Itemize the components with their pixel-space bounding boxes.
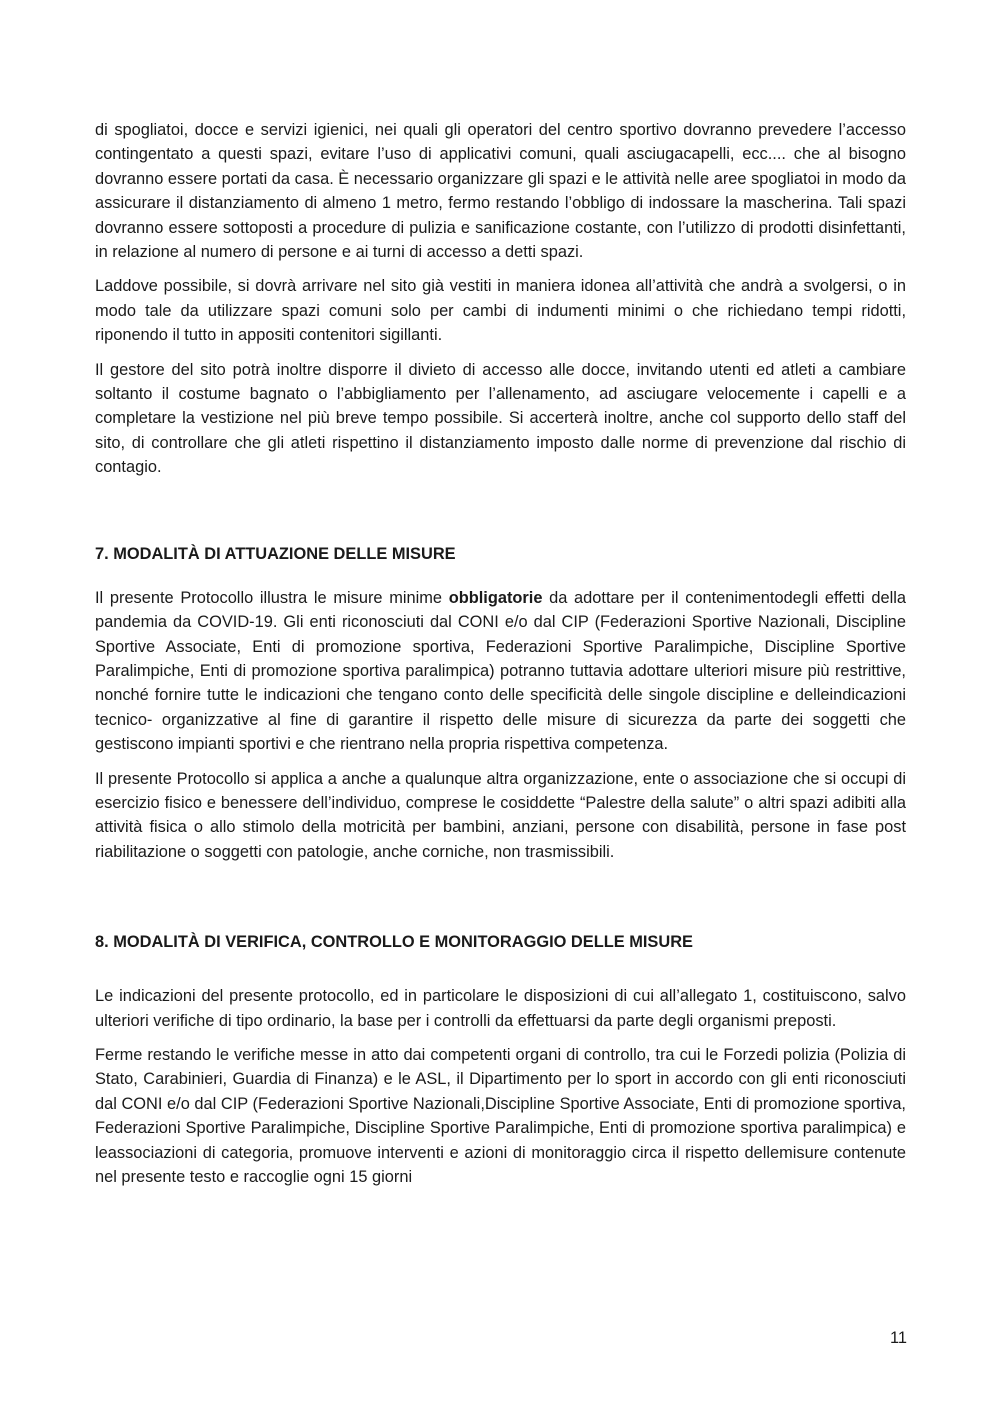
section-spacer [95, 874, 906, 930]
intro-paragraph-1: di spogliatoi, docce e servizi igienici, nei quali gli operatori del centro sportivo dovranno prevedere l’accesso contingentato a questi spazi, evitare l’uso di applicativi comuni, quali asciugacapelli, ecc.... che al bisogno dovranno essere portati da casa. È necessario organizzare gli spazi e le attività nelle aree spogliatoi in modo da assicurare il distanziamento di almeno 1 metro, fermo restando l’obbligo di indossare la mascherina. Tali spazi dovranno essere sottoposti a procedure di pulizia e sanificazione costante, con l’utilizzo di prodotti disinfettanti, in relazione al numero di persone e ai turni di accesso a detti spazi. [95, 121, 906, 262]
intro-paragraph-3: Il gestore del sito potrà inoltre disporre il divieto di accesso alle docce, invitando utenti ed atleti a cambiare soltanto il costume bagnato o l’abbigliamento per l’allenamento, ad asciugare velocemente i capelli e a completare la vestizione nel più breve tempo possibile. Si accerterà inoltre, anche col supporto dello staff del sito, di controllare che gli atleti rispettino il distanziamento imposto dalle norme di prevenzione dal rischio di contagio. [95, 360, 906, 477]
section-8-paragraph-1: Le indicazioni del presente protocollo, ed in particolare le disposizioni di cui all’allegato 1, costituiscono, salvo ulteriori verifiche di tipo ordinario, la base per i controlli da effettuarsi da parte degli organismi preposti. [95, 987, 906, 1030]
heading-spacer [95, 954, 906, 984]
section-7-paragraph-1-start: Il presente Protocollo illustra le misure minime [95, 588, 449, 607]
section-7-paragraph-1-end: da adottare per il contenimentodegli effetti della pandemia da COVID-19. Gli enti riconosciuti dal CONI e/o dal CIP (Federazioni Sportive Nazionali, Discipline Sportive Associate, Enti di promozione sportiva, Federazioni Sportive Paralimpiche, Discipline Sportive Paralimpiche, Enti di promozione sportiva paralimpica) potranno tuttavia adottare ulteriori misure più restrittive, nonché fornire tutte le indicazioni che tengano conto delle specificità delle singole discipline e delleindicazioni tecnico- organizzative al fine di garantire il rispetto delle misure di sicurezza da parte dei soggetti che gestiscono impianti sportivi e che rientrano nella propria rispettiva competenza. [95, 588, 906, 754]
obbligatorie-emphasis: obbligatorie [448, 588, 543, 607]
intro-paragraph-2: Laddove possibile, si dovrà arrivare nel sito già vestiti in maniera idonea all’attività che andrà a svolgersi, o in modo tale da utilizzare spazi comuni solo per cambi di indumenti minimi o che richiedano tempi ridotti, riponendo il tutto in appositi contenitori sigillanti. [95, 277, 906, 345]
section-spacer [95, 490, 906, 542]
heading-spacer [95, 566, 906, 586]
section-8-heading: 8. MODALITÀ DI VERIFICA, CONTROLLO E MONITORAGGIO DELLE MISURE [95, 933, 693, 952]
section-7-paragraph-2: Il presente Protocollo si applica a anche a qualunque altra organizzazione, ente o associazione che si occupi di esercizio fisico e benessere dell’individuo, comprese le cosiddette “Palestre della salute” o altri spazi adibiti alla attività fisica o allo stimolo della motricità per bambini, anziani, persone con disabilità, persone in fase post riabilitazione o soggetti con patologie, anche corniche, non trasmissibili. [95, 769, 906, 861]
section-7-paragraph-1 [95, 586, 906, 757]
section-8-paragraph-2: Ferme restando le verifiche messe in atto dai competenti organi di controllo, tra cui le Forzedi polizia (Polizia di Stato, Carabinieri, Guardia di Finanza) e le ASL, il Dipartimento per lo sport in accordo con gli enti riconosciuti dal CONI e/o dal CIP (Federazioni Sportive Nazionali,Discipline Sportive Associate, Enti di promozione sportiva, Federazioni Sportive Paralimpiche, Discipline Sportive Paralimpiche, Enti di promozione sportiva paralimpica) e leassociazioni di categoria, promuove interventi e azioni di monitoraggio circa il rispetto dellemisure contenute nel presente testo e raccoglie ogni 15 giorni [95, 1045, 906, 1186]
page-number: 11 [889, 1329, 907, 1347]
document-body [95, 118, 906, 1199]
section-7-heading: 7. MODALITÀ DI ATTUAZIONE DELLE MISURE [95, 544, 456, 563]
